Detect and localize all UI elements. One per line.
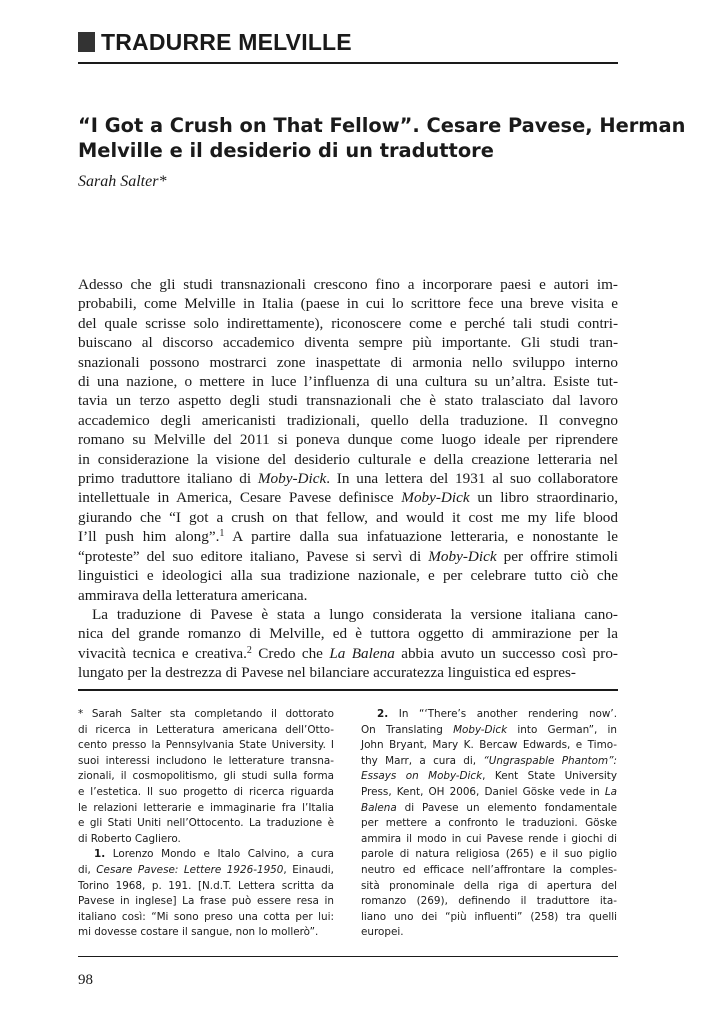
footnote-line: Essays on Moby-Dick, Kent State University bbox=[361, 770, 617, 783]
footnote-line: e l’estetica. Il suo progetto di ricerca riguarda bbox=[78, 785, 334, 798]
footnote-line: 1. Lorenzo Mondo e Italo Calvino, a cura bbox=[94, 848, 334, 861]
footnote-line: cento presso la Pennsylvania State University. I bbox=[78, 739, 334, 752]
footnote-divider bbox=[78, 689, 618, 691]
footnote-line: Balena di Pavese un elemento fondamentale bbox=[361, 801, 617, 814]
body-line: nica del grande romanzo di Melville, ed è tuttora oggetto di ammirazione per la bbox=[78, 625, 618, 643]
footnotes-left-column bbox=[78, 707, 334, 941]
footnote-line: John Bryant, Mary K. Bercaw Edwards, e Timo- bbox=[361, 739, 617, 752]
footnotes-right-column bbox=[361, 707, 617, 941]
footnote-line: neutro ed efficace nell’affrontare la comples- bbox=[361, 863, 617, 876]
article-title bbox=[78, 113, 686, 163]
footnote-line: sità pronominale della riga di apertura del bbox=[361, 879, 617, 892]
body-line: accademico degli americanisti tradizionali, quello della traduzione. Il convegno bbox=[78, 411, 618, 429]
footnote-line: di ricerca in Letteratura americana dell’Otto- bbox=[78, 723, 334, 736]
footnote-line: Press, Kent, OH 2006, Daniel Göske vede in La bbox=[361, 785, 617, 798]
footnote-line: 2. In “‘There’s another rendering now’. bbox=[377, 708, 617, 720]
footnote-line: per mettere a confronto le traduzioni. Göske bbox=[361, 817, 617, 830]
footer-divider bbox=[78, 956, 618, 957]
body-line: I’ll push him along”.$^1$ A partire dalla sua infatuazione letteraria, e nonostante le bbox=[78, 528, 618, 546]
body-line: in considerazione la visione del desiderio culturale e della creazione letteraria nel bbox=[78, 450, 618, 468]
footnote-line: ammira il modo in cui Pavese rende i giochi di bbox=[361, 832, 617, 845]
body-line: “proteste” del suo editore italiano, Pavese si servì di Moby-Dick per offrire stimoli bbox=[78, 547, 618, 565]
section-marker-square-icon bbox=[78, 32, 95, 52]
body-line: vivacità tecnica e creativa.$^2$ Credo che La Balena abbia avuto un successo così pro- bbox=[78, 644, 618, 662]
footnote-line: liano uno dei “più influenti” (258) tra quelli bbox=[361, 910, 617, 923]
footnote-line: romanzo (269), definendo il traduttore ita- bbox=[361, 895, 617, 908]
footnote-line: suoi interessi includono le letterature transna- bbox=[78, 754, 334, 767]
footnote-line: On Translating Moby-Dick into German”, in bbox=[361, 723, 617, 736]
footnote-line: Pavese in inglese] La frase può essere resa in bbox=[78, 895, 334, 908]
body-line: Adesso che gli studi transnazionali crescono fino a incorporare paesi e autori im- bbox=[78, 276, 618, 293]
article-author: Sarah Salter* bbox=[78, 173, 167, 190]
body-line: linguistici e ideologici alla sua tradizione nazionale, e per celebrare tutto ciò che bbox=[78, 567, 618, 585]
body-line: di una nazione, o mettere in luce l’influenza di una cultura su un’altra. Esiste tut- bbox=[78, 373, 618, 391]
body-text bbox=[78, 275, 618, 683]
footnote-line: di Roberto Cagliero. bbox=[78, 832, 181, 845]
footnote-line: mi dovesse costare il sangue, non lo mollerò”. bbox=[78, 926, 319, 939]
footnote-line: zionali, il cosmopolitismo, gli studi sulla forma bbox=[78, 770, 334, 783]
footnote-line: * Sarah Salter sta completando il dottorato bbox=[78, 708, 334, 720]
footnote-line: le relazioni letterarie e immaginarie fra l’Italia bbox=[78, 801, 334, 814]
footnote-line: europei. bbox=[361, 926, 404, 939]
footnote-line: di, Cesare Pavese: Lettere 1926-1950, Einaudi, bbox=[78, 863, 334, 876]
body-line: primo traduttore italiano di Moby-Dick. In una lettera del 1931 al suo collaboratore bbox=[78, 470, 618, 488]
body-line: del quale scrisse solo indirettamente), riconoscere come e perché tali studi contri- bbox=[78, 314, 618, 332]
body-line: romano su Melville del 2011 si poneva dunque come luogo ideale per riprendere bbox=[78, 431, 618, 449]
body-line: La traduzione di Pavese è stata a lungo considerata la versione italiana cano- bbox=[92, 605, 618, 623]
body-line: ammirava della letteratura americana. bbox=[78, 586, 308, 604]
body-line: intellettuale in America, Cesare Pavese definisce Moby-Dick un libro straordinario, bbox=[78, 489, 618, 507]
article-title-line: “I Got a Crush on That Fellow”. Cesare Pavese, Herman bbox=[78, 114, 686, 137]
page-number: 98 bbox=[78, 972, 93, 988]
footnote-line: e gli Stati Uniti nell’Ottocento. La traduzione è bbox=[78, 817, 334, 830]
footnote-line: italiano così: “Mi sono preso una cotta per lui: bbox=[78, 910, 334, 923]
section-label: TRADURRE MELVILLE bbox=[101, 29, 352, 55]
body-line: probabili, come Melville in Italia (paese in cui lo scrittore fece una breve visita e bbox=[78, 295, 618, 313]
footnote-line: parole di natura religiosa (265) e il suo piglio bbox=[361, 848, 617, 861]
article-title-line: Melville e il desiderio di un traduttore bbox=[78, 139, 494, 162]
section-header bbox=[78, 28, 618, 64]
body-line: snazionali possono mostrarci zone inaspettate di armonia nello sviluppo interno bbox=[78, 353, 618, 371]
footnote-line: thy Marr, a cura di, “Ungraspable Phantom”: bbox=[361, 754, 617, 767]
body-line: tavia un terzo aspetto degli studi transnazionali che è stato tralasciato dal lavoro bbox=[78, 392, 618, 410]
body-line: buiscano al discorso accademico diventa sempre più importante. Gli studi tran- bbox=[78, 334, 618, 352]
body-line: giurando che “I got a crush on that fellow, and would it cost me my life blood bbox=[78, 508, 618, 526]
footnote-line: Torino 1968, p. 191. [N.d.T. Lettera scritta da bbox=[78, 879, 334, 892]
body-line: lungato per la destrezza di Pavese nel bilanciare accuratezza linguistica ed espres- bbox=[78, 664, 576, 682]
